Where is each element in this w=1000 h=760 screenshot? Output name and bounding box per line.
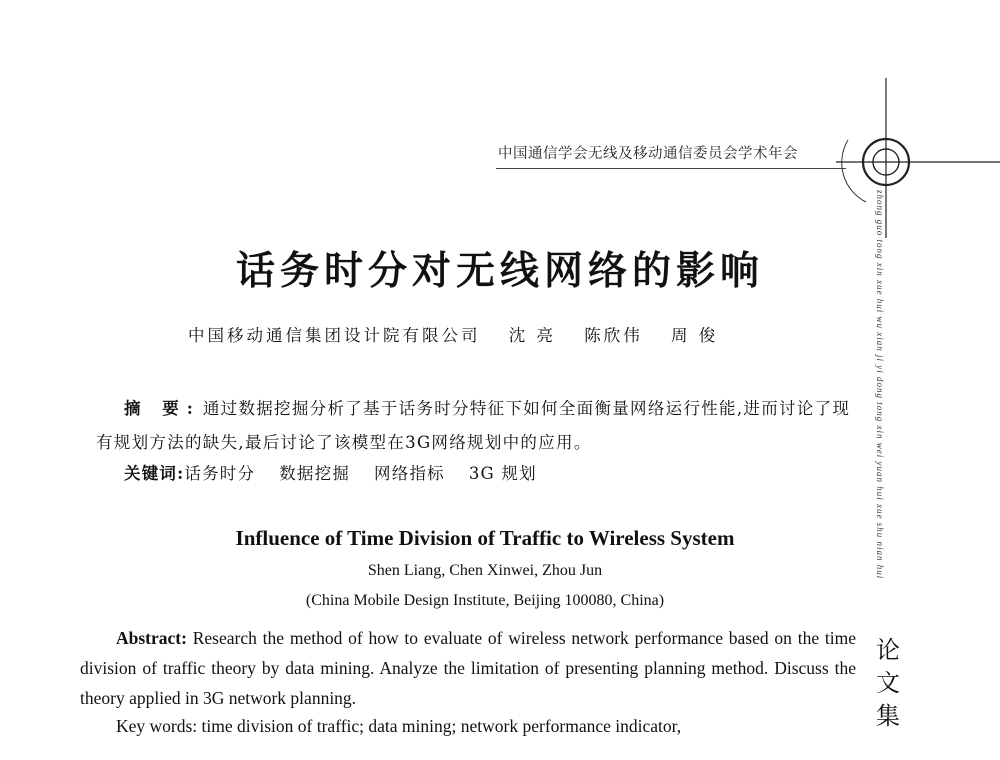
- en-authors: Shen Liang, Chen Xinwei, Zhou Jun: [367, 562, 603, 579]
- vertical-char: 集: [876, 702, 900, 730]
- cn-title: 话务时分对无线网络的影响: [235, 249, 764, 294]
- header-rule: [496, 168, 846, 169]
- cn-keyword: 3G 规划: [468, 464, 537, 483]
- cn-affiliation: 中国移动通信集团设计院有限公司: [188, 326, 481, 345]
- cn-abstract-label: 摘 要:: [124, 399, 201, 418]
- en-keywords: Key words: time division of traffic; data mining; network performance indicator,: [116, 716, 682, 736]
- cn-keywords: [124, 460, 561, 484]
- sidebar-pinyin: [875, 190, 899, 600]
- vertical-char: 文: [876, 669, 900, 697]
- en-abstract: [80, 623, 856, 713]
- cn-keyword: 数据挖掘: [279, 464, 351, 483]
- cn-abstract: [96, 392, 856, 460]
- conference-logo-icon: [836, 78, 1000, 238]
- vertical-collection-label: [873, 634, 903, 733]
- vertical-char: 论: [876, 636, 900, 664]
- en-affiliation: (China Mobile Design Institute, Beijing 100080, China): [305, 592, 665, 609]
- cn-author: 陈欣伟: [584, 326, 643, 345]
- en-title: Influence of Time Division of Traffic to Wireless System: [235, 526, 735, 550]
- cn-keywords-label: 关键词:: [124, 464, 185, 483]
- cn-keyword: 话务时分: [184, 464, 256, 483]
- sidebar-pinyin-text: zhong guo tong xin xue hui wu xian ji yi dong tong xin wei yuan hui xue shu nian hui: [875, 190, 885, 580]
- cn-author-line: [188, 322, 738, 346]
- cn-author: 周 俊: [671, 326, 719, 345]
- cn-author: 沈 亮: [508, 326, 556, 345]
- en-abstract-label: Abstract:: [116, 628, 187, 648]
- en-abstract-text: Research the method of how to evaluate of wireless network performance based on the time division of traffic theory by data mining. Analyze the limitation of presenting planning method. Discuss the theory applied in 3G network planning.: [80, 628, 856, 708]
- cn-keyword: 网络指标: [374, 464, 445, 483]
- conference-header: 中国通信学会无线及移动通信委员会学术年会: [498, 146, 798, 162]
- cn-abstract-text: 通过数据挖掘分析了基于话务时分特征下如何全面衡量网络运行性能,进而讨论了现有规划方法的缺失,最后讨论了该模型在3G网络规划中的应用。: [96, 399, 851, 452]
